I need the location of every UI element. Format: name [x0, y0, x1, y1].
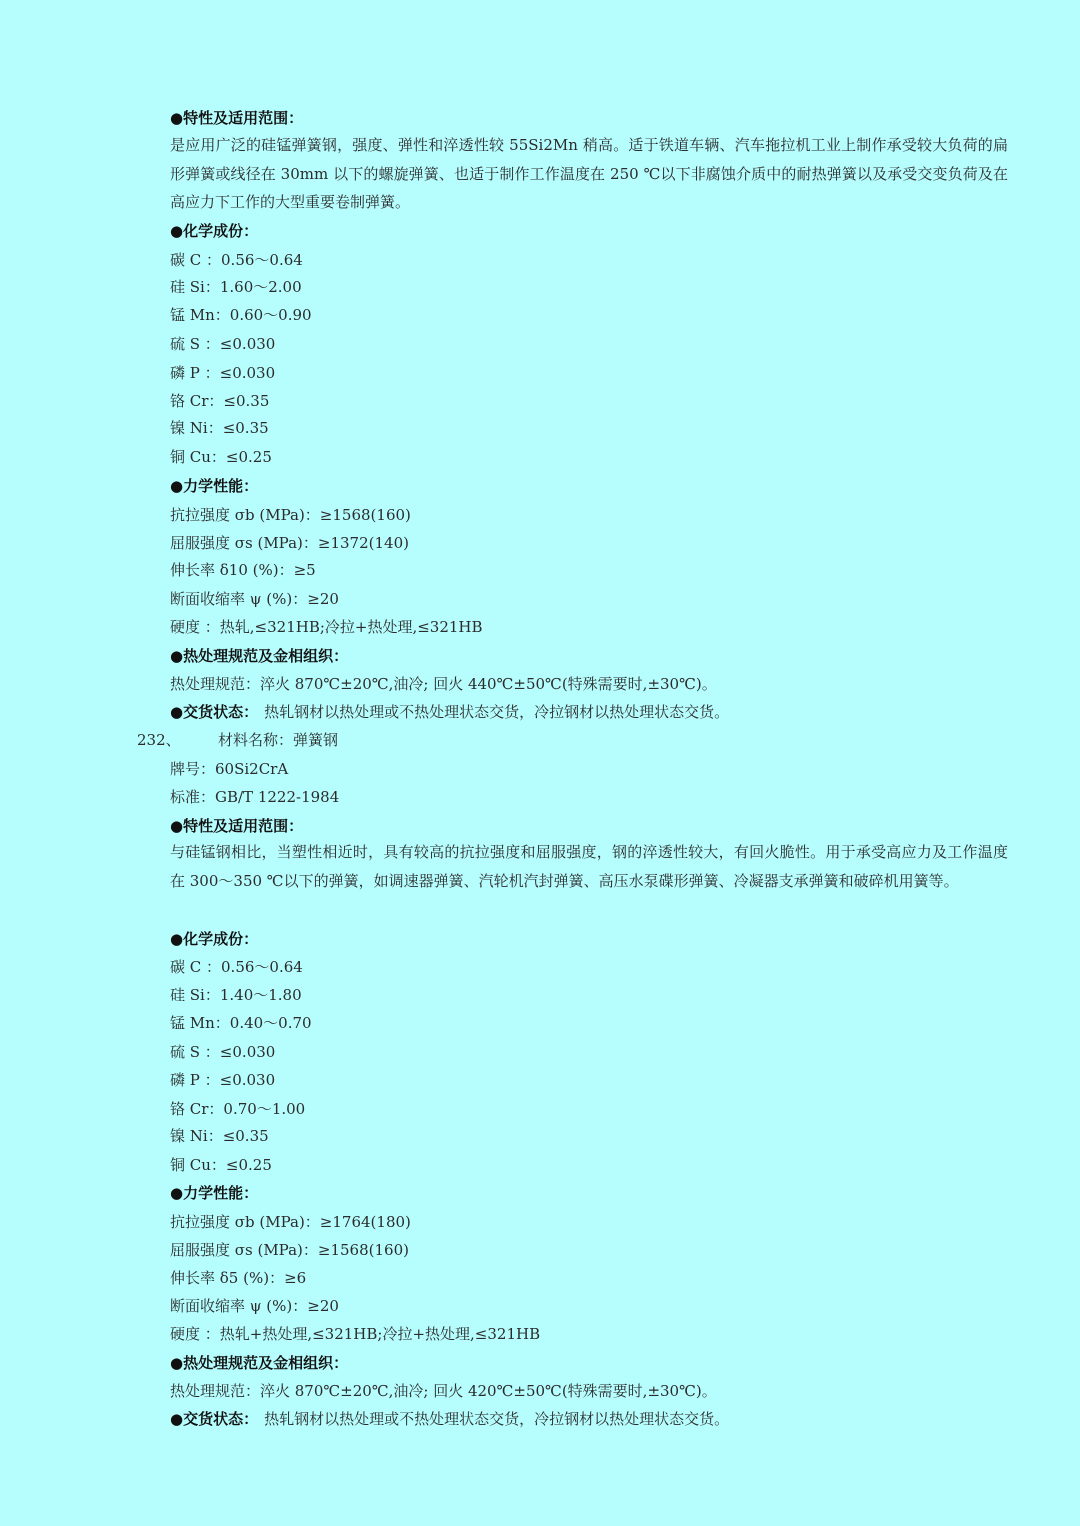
chem-line-2-cr: 铬 Cr：0.70～1.00: [170, 1100, 306, 1118]
mech-line-1-yield: 屈服强度 σs (MPa)：≥1372(140): [170, 534, 409, 552]
features-heading-1: ●特性及适用范围：: [170, 109, 304, 127]
standard-line: 标准：GB/T 1222-1984: [170, 788, 340, 806]
features-text-1: 是应用广泛的硅锰弹簧钢，强度、弹性和淬透性较 55Si2Mn 稍高。适于铁道车辆、汽车拖拉机工业上制作承受较大负荷的扁形弹簧或线径在 30mm 以下的螺旋弹簧、也适于制作工作温度在 250 ℃以下非腐蚀介质中的耐热弹簧以及承受交变负荷及在高应力下工作的大型重要卷制弹簧。: [170, 136, 1008, 211]
mech-line-2-hardness: 硬度 ：热轧+热处理,≤321HB;冷拉+热处理,≤321HB: [170, 1325, 541, 1343]
mech-line-1-reduction: 断面收缩率 ψ (%)：≥20: [170, 590, 339, 608]
chem-line-2-s: 硫 S ：≤0.030: [170, 1043, 276, 1061]
heat-heading-1: ●热处理规范及金相组织：: [170, 647, 349, 665]
item-number: 232、: [137, 731, 181, 749]
delivery-label-2: ●交货状态：: [170, 1410, 259, 1428]
heat-heading-2: ●热处理规范及金相组织：: [170, 1354, 349, 1372]
mech-line-2-elongation: 伸长率 δ5 (%)：≥6: [170, 1269, 307, 1287]
chem-line-1-mn: 锰 Mn：0.60～0.90: [170, 306, 312, 324]
delivery-line-2: [170, 1409, 729, 1429]
chem-line-1-p: 磷 P ：≤0.030: [170, 364, 276, 382]
delivery-line-1: [170, 702, 729, 722]
chem-line-2-mn: 锰 Mn：0.40～0.70: [170, 1014, 312, 1032]
material-name: 材料名称：弹簧钢: [218, 731, 339, 749]
delivery-text-1: 热轧钢材以热处理或不热处理状态交货，冷拉钢材以热处理状态交货。: [264, 703, 730, 721]
chem-heading-1: ●化学成份：: [170, 222, 259, 240]
mech-heading-1: ●力学性能：: [170, 477, 259, 495]
chem-line-2-si: 硅 Si：1.40～1.80: [170, 986, 302, 1004]
chem-line-1-ni: 镍 Ni：≤0.35: [170, 419, 269, 437]
chem-line-2-ni: 镍 Ni：≤0.35: [170, 1127, 269, 1145]
mech-line-2-tensile: 抗拉强度 σb (MPa)：≥1764(180): [170, 1213, 411, 1231]
delivery-label-1: ●交货状态：: [170, 703, 259, 721]
chem-line-2-c: 碳 C ：0.56～0.64: [170, 958, 303, 976]
mech-line-2-reduction: 断面收缩率 ψ (%)：≥20: [170, 1297, 339, 1315]
mech-line-1-elongation: 伸长率 δ10 (%)：≥5: [170, 561, 316, 579]
chem-line-1-si: 硅 Si：1.60～2.00: [170, 278, 302, 296]
chem-line-1-cr: 铬 Cr：≤0.35: [170, 392, 270, 410]
mech-heading-2: ●力学性能：: [170, 1184, 259, 1202]
chem-heading-2: ●化学成份：: [170, 930, 259, 948]
delivery-text-2: 热轧钢材以热处理或不热处理状态交货，冷拉钢材以热处理状态交货。: [264, 1410, 730, 1428]
features-text-2: 与硅锰钢相比，当塑性相近时，具有较高的抗拉强度和屈服强度，钢的淬透性较大，有回火脆性。用于承受高应力及工作温度在 300～350 ℃以下的弹簧，如调速器弹簧、汽轮机汽封弹簧、高压水泵碟形弹簧、冷凝器支承弹簧和破碎机用簧等。: [170, 843, 1008, 890]
chem-line-2-cu: 铜 Cu：≤0.25: [170, 1156, 272, 1174]
chem-line-1-s: 硫 S ：≤0.030: [170, 335, 276, 353]
mech-line-1-hardness: 硬度 ：热轧,≤321HB;冷拉+热处理,≤321HB: [170, 618, 483, 636]
mech-line-1-tensile: 抗拉强度 σb (MPa)：≥1568(160): [170, 506, 411, 524]
mech-line-2-yield: 屈服强度 σs (MPa)：≥1568(160): [170, 1241, 409, 1259]
heat-text-2: 热处理规范：淬火 870℃±20℃,油冷; 回火 420℃±50℃(特殊需要时,±30℃)。: [170, 1382, 717, 1400]
heat-text-1: 热处理规范：淬火 870℃±20℃,油冷; 回火 440℃±50℃(特殊需要时,±30℃)。: [170, 675, 717, 693]
chem-line-2-p: 磷 P ：≤0.030: [170, 1071, 276, 1089]
chem-line-1-c: 碳 C ：0.56～0.64: [170, 251, 303, 269]
chem-line-1-cu: 铜 Cu：≤0.25: [170, 448, 272, 466]
grade-line: 牌号：60Si2CrA: [170, 760, 289, 778]
features-heading-2: ●特性及适用范围：: [170, 817, 304, 835]
